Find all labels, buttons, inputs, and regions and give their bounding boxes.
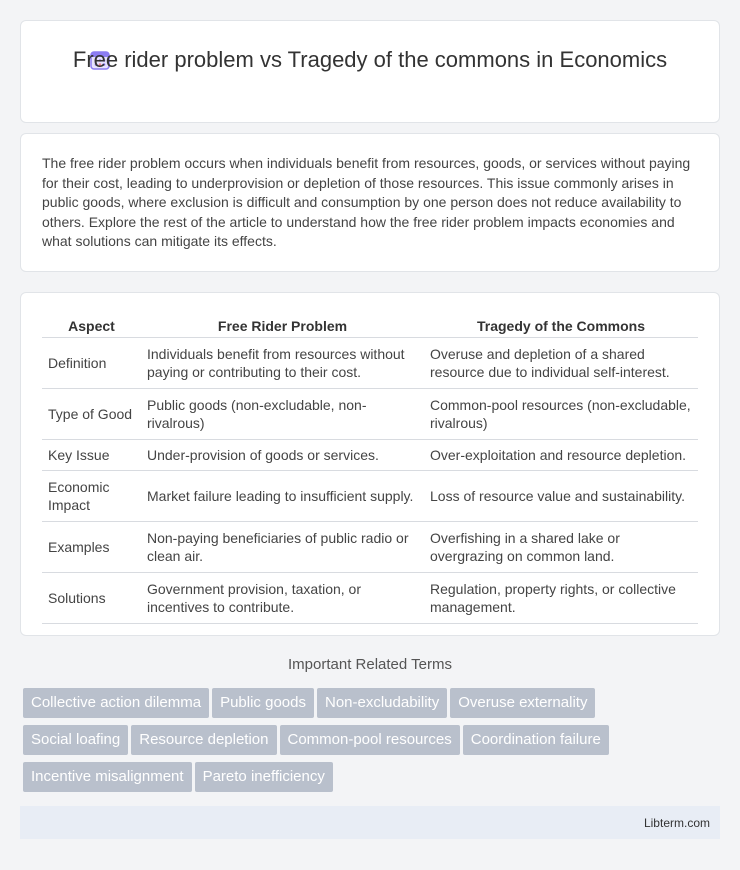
page-title: Free rider problem vs Tragedy of the commons in Economics xyxy=(72,47,668,72)
row-aspect: Definition xyxy=(42,337,141,388)
row-free-rider: Government provision, taxation, or incentives to contribute. xyxy=(141,572,424,623)
intro-card xyxy=(20,133,720,272)
row-aspect: Solutions xyxy=(42,572,141,623)
table-row xyxy=(42,470,698,521)
tag-row xyxy=(23,725,723,762)
comparison-card xyxy=(20,292,720,636)
row-free-rider: Non-paying beneficiaries of public radio or clean air. xyxy=(141,521,424,572)
header-aspect: Aspect xyxy=(42,315,141,337)
row-free-rider: Market failure leading to insufficient supply. xyxy=(141,470,424,521)
tag-overuse-externality[interactable]: Overuse externality xyxy=(450,688,595,718)
row-aspect: Economic Impact xyxy=(42,470,141,521)
tag-pareto-inefficiency[interactable]: Pareto inefficiency xyxy=(195,762,333,792)
table-header-row xyxy=(42,315,698,337)
tag-coordination-failure[interactable]: Coordination failure xyxy=(463,725,609,755)
tag-social-loafing[interactable]: Social loafing xyxy=(23,725,128,755)
tag-common-pool-resources[interactable]: Common-pool resources xyxy=(280,725,460,755)
tag-incentive-misalignment[interactable]: Incentive misalignment xyxy=(23,762,192,792)
row-free-rider: Under-provision of goods or services. xyxy=(141,439,424,470)
row-tragedy: Over-exploitation and resource depletion. xyxy=(424,439,698,470)
row-aspect: Examples xyxy=(42,521,141,572)
footer xyxy=(20,806,720,839)
table-row xyxy=(42,337,698,388)
header-tragedy: Tragedy of the Commons xyxy=(424,315,698,337)
tag-non-excludability[interactable]: Non-excludability xyxy=(317,688,447,718)
comparison-table xyxy=(42,315,698,624)
intro-paragraph: The free rider problem occurs when individuals benefit from resources, goods, or services without paying for their cost, leading to underprovision or depletion of those resources. This issue commonly arises in public goods, where exclusion is difficult and consumption by one person does not reduce availability to others. Explore the rest of the article to understand how the free rider problem impacts economies and what solutions can mitigate its effects. xyxy=(42,155,691,249)
tag-row xyxy=(23,762,723,799)
row-aspect: Type of Good xyxy=(42,388,141,439)
footer-site-link[interactable]: Libterm.com xyxy=(643,816,710,830)
table-row xyxy=(42,572,698,623)
related-terms-title: Important Related Terms xyxy=(288,656,452,673)
tag-resource-depletion[interactable]: Resource depletion xyxy=(131,725,276,755)
tag-row xyxy=(23,688,723,725)
row-free-rider: Individuals benefit from resources without paying or contributing to their cost. xyxy=(141,337,424,388)
table-row xyxy=(42,521,698,572)
header-free-rider: Free Rider Problem xyxy=(141,315,424,337)
table-row xyxy=(42,388,698,439)
table-row xyxy=(42,439,698,470)
tag-collective-action-dilemma[interactable]: Collective action dilemma xyxy=(23,688,209,718)
row-tragedy: Regulation, property rights, or collective management. xyxy=(424,572,698,623)
row-free-rider: Public goods (non-excludable, non-rivalrous) xyxy=(141,388,424,439)
row-tragedy: Overuse and depletion of a shared resource due to individual self-interest. xyxy=(424,337,698,388)
tag-public-goods[interactable]: Public goods xyxy=(212,688,314,718)
row-tragedy: Common-pool resources (non-excludable, rivalrous) xyxy=(424,388,698,439)
row-tragedy: Overfishing in a shared lake or overgrazing on common land. xyxy=(424,521,698,572)
related-terms xyxy=(23,688,723,799)
title-card xyxy=(20,20,720,123)
row-aspect: Key Issue xyxy=(42,439,141,470)
row-tragedy: Loss of resource value and sustainability. xyxy=(424,470,698,521)
